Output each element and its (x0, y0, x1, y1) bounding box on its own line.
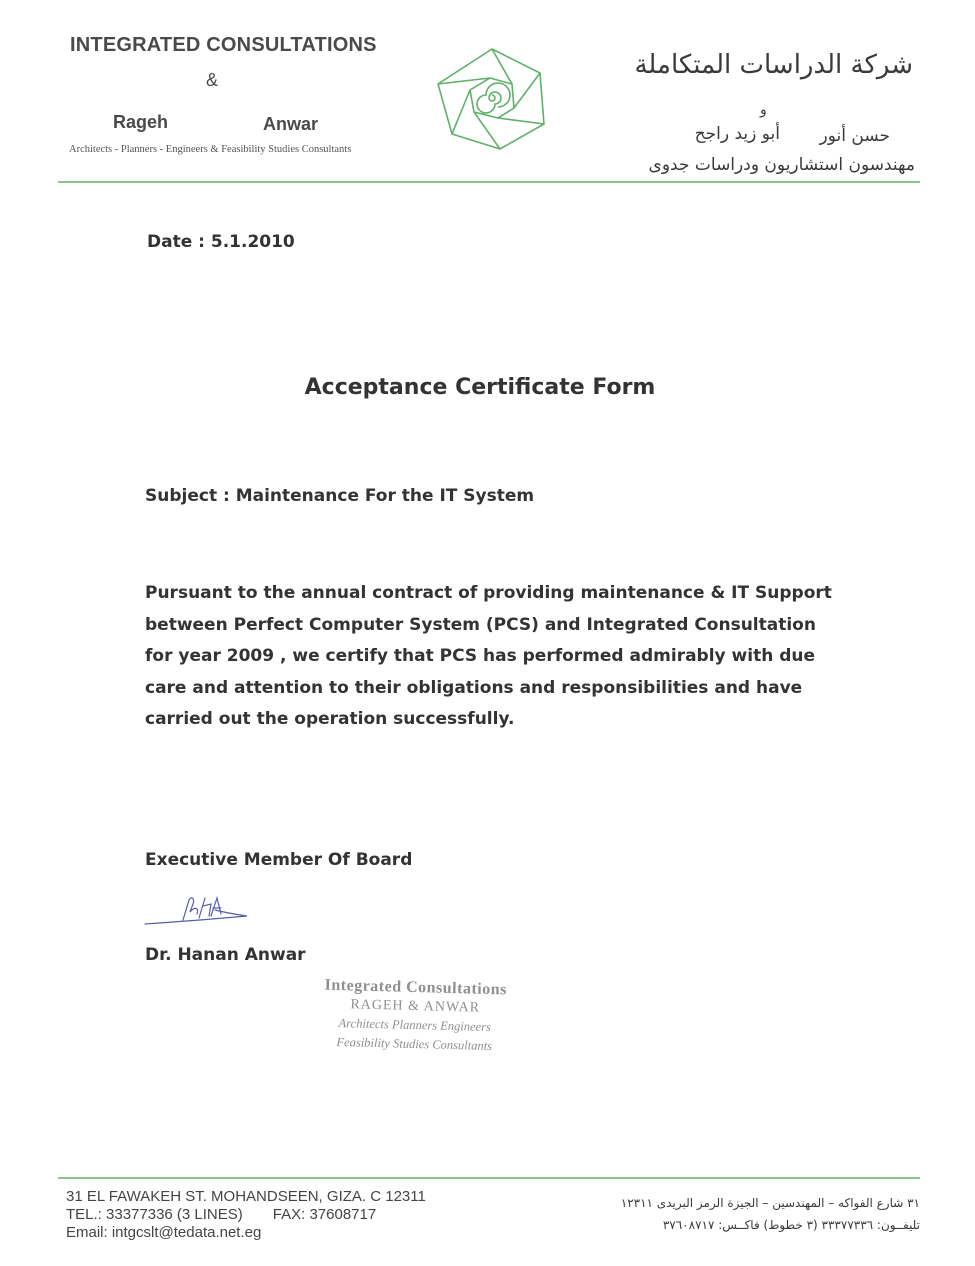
document-title: Acceptance Certificate Form (304, 375, 656, 400)
stamp-line: RAGEH & ANWAR (350, 997, 481, 1016)
body-line: care and attention to their obligations and responsibilities and have (145, 677, 803, 698)
company-stamp (299, 975, 531, 1057)
handwritten-signature (143, 890, 253, 930)
signatory-title: Executive Member Of Board (145, 850, 413, 870)
document-date: Date : 5.1.2010 (147, 232, 295, 252)
stamp-line: Integrated Consultations (324, 976, 508, 999)
header-company-ar: شركة الدراسات المتكاملة (634, 50, 913, 80)
footer-tel: TEL.: 33377336 (3 LINES) (66, 1206, 243, 1223)
footer-contact-en (66, 1188, 426, 1242)
body-line: between Perfect Computer System (PCS) and Integrated Consultation (145, 614, 816, 635)
body-line: for year 2009 , we certify that PCS has performed admirably with due (145, 646, 816, 666)
header-divider (58, 181, 920, 183)
footer-email: Email: intgcslt@tedata.net.eg (66, 1224, 262, 1241)
stamp-line: Feasibility Studies Consultants (336, 1034, 493, 1054)
signatory-name: Dr. Hanan Anwar (145, 945, 306, 965)
footer-fax: FAX: 37608717 (272, 1206, 377, 1223)
header-partner-rageh-ar: أبو زيد راجح (694, 124, 780, 144)
header-and-ar: و (760, 102, 767, 118)
footer-phone-ar: تليفــون: ٣٣٣٧٧٣٣٦ (٣ خطوط) فاكــس: ٣٧٦٠٨٧١٧ (662, 1218, 920, 1232)
footer-divider (58, 1177, 920, 1179)
header-ampersand: & (206, 70, 219, 90)
header-partner-anwar: Anwar (263, 114, 319, 134)
body-line: carried out the operation successfully. (145, 709, 515, 729)
footer-address: 31 EL FAWAKEH ST. MOHANDSEEN, GIZA. C 12311 (66, 1188, 426, 1205)
header-partner-rageh: Rageh (113, 112, 169, 132)
footer-phone-fax (66, 1206, 426, 1224)
body-line: Pursuant to the annual contract of providing maintenance & IT Support (145, 583, 832, 603)
stamp-line: Architects Planners Engineers (338, 1016, 492, 1034)
header-partner-anwar-ar: حسن أنور (819, 126, 890, 146)
hexagon-spiral-logo-icon (434, 46, 550, 152)
header-subtitle-en: Architects - Planners - Engineers & Feasibility Studies Consultants (69, 144, 352, 155)
document-subject: Subject : Maintenance For the IT System (145, 486, 535, 506)
document-body (145, 578, 835, 736)
header-company-en: INTEGRATED CONSULTATIONS (70, 34, 377, 56)
footer-address-ar: ٣١ شارع الفواكه – المهندسين – الجيزة الرمز البريدى ١٢٣١١ (620, 1196, 920, 1210)
header-subtitle-ar: مهندسون استشاريون ودراسات جدوى (648, 155, 915, 175)
